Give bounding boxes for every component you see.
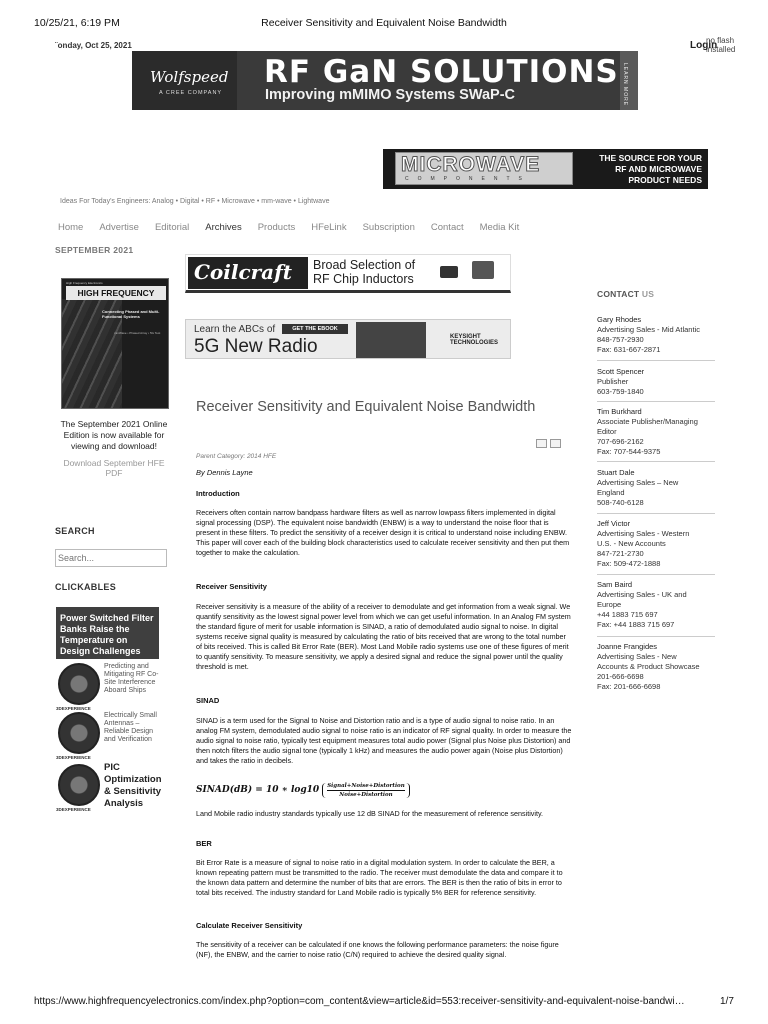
- contact-jeff-victor: Jeff Victor Advertising Sales - Western U.S. - New Accounts 847-721-2730 Fax: 509-472-1888: [597, 519, 715, 569]
- contact-divider: [597, 513, 715, 514]
- keysight-5g-title: 5G New Radio: [194, 336, 318, 357]
- nav-hfelink[interactable]: HFeLink: [311, 222, 347, 233]
- coilcraft-logo: Coilcraft: [188, 257, 308, 289]
- ad-brand: 3DEXPERIENCE: [56, 807, 91, 812]
- contact-joanne-frangides: Joanne Frangides Advertising Sales - New Accounts & Product Showcase 201-666-6698 Fax: 201-666-6698: [597, 642, 715, 692]
- power-filter-banks-ad[interactable]: [56, 607, 159, 659]
- nav-media-kit[interactable]: Media Kit: [479, 222, 520, 233]
- contact-name[interactable]: Scott Spencer: [597, 367, 645, 376]
- contact-name[interactable]: Jeff Victor: [597, 519, 631, 528]
- contact-us-heading: CONTACT US: [597, 289, 655, 299]
- get-ebook-button[interactable]: GET THE EBOOK: [282, 324, 348, 334]
- contact-stuart-dale: Stuart Dale Advertising Sales – New England 508-740-6128: [597, 468, 715, 508]
- contact-sam-baird: Sam Baird Advertising Sales - UK and Europe +44 1883 715 697 Fax: +44 1883 715 697: [597, 580, 715, 630]
- heading-calculate-sensitivity: Calculate Receiver Sensitivity: [196, 921, 303, 930]
- small-antennas-ad[interactable]: [56, 710, 166, 760]
- paragraph-sinad-standard: Land Mobile radio industry standards typically use 12 dB SINAD for the measurement of reference sensitivity.: [196, 809, 544, 818]
- article-tools: [536, 435, 564, 445]
- coilcraft-banner-ad[interactable]: [185, 254, 511, 293]
- download-pdf-link[interactable]: Download September HFE PDF: [63, 458, 165, 478]
- main-nav: [58, 222, 535, 234]
- 3d-badge-icon: [58, 663, 100, 705]
- contact-divider: [597, 360, 715, 361]
- chip-inductor-icon: [440, 266, 458, 278]
- microwave-logo-sub: COMPONENTS: [405, 176, 531, 182]
- search-heading: SEARCH: [55, 526, 95, 536]
- heading-introduction: Introduction: [196, 489, 240, 498]
- wolfspeed-banner-ad[interactable]: [132, 51, 638, 110]
- sinad-formula: [196, 779, 410, 801]
- wolfspeed-logo: [132, 51, 237, 110]
- contact-name[interactable]: Sam Baird: [597, 580, 633, 589]
- nav-archives[interactable]: Archives: [205, 222, 242, 233]
- heading-sinad: SINAD: [196, 696, 220, 705]
- print-icon[interactable]: [536, 439, 547, 448]
- nav-contact[interactable]: Contact: [430, 222, 464, 233]
- paragraph-introduction: Receivers often contain narrow bandpass hardware filters as well as narrow lowpass filters implemented in digital signal processing (DSP). The equivalent noise bandwidth (ENBW) is a way to understand the noise floor that is present in these filters. To predict the sensitivity of a receiver design it is critical to understand noise including ENBW. This paper will cover each of the building block characteristics used to calculate receiver sensitivity and then put them together to make the calculation.: [196, 508, 570, 557]
- banner-headline: RF GaN SOLUTIONS: [264, 54, 619, 90]
- ad-text: Electrically Small Antennas – Reliable Design and Verification: [104, 712, 157, 743]
- 3d-badge-icon: [58, 712, 100, 754]
- paragraph-ber: Bit Error Rate is a measure of signal to noise ratio in a digital modulation system. In order to calculate the BER, a known repeating pattern must be transmitted to the radio. The receiver must demodulate the data and compare it to the known data pattern and determine the number of bits that are errors. The BER is then the ratio of bits in error to total bits received. The industry standard for Land Mobile radio is typically 5% BER for reference sensitivity.: [196, 858, 563, 897]
- nav-products[interactable]: Products: [257, 222, 296, 233]
- current-date: ¨onday, Oct 25, 2021: [55, 41, 132, 50]
- keysight-5g-banner-ad[interactable]: [185, 319, 511, 359]
- power-ad-text: Power Switched Filter Banks Raise the Temperature on Design Challenges: [60, 613, 154, 656]
- wolfspeed-brand: Wolfspeed: [150, 68, 229, 86]
- heading-ber: BER: [196, 839, 212, 848]
- print-page-number: 1/7: [720, 996, 734, 1007]
- ad-brand: 3DEXPERIENCE: [56, 755, 91, 760]
- no-flash-notice: no flash installed: [706, 36, 736, 54]
- paragraph-sinad: SINAD is a term used for the Signal to Noise and Distortion ratio and is a type of audio signal to noise ratio. In an analog FM system, demodulated audio signal to noise ratio is an indicator of RF signal quality. In order to measure the audio signal to noise ratio, typically test equipment measures total audio power (Signal plus Noise plus Distortion) and then notch filters the audio signal tone (typically 1 kHz) and measures the audio power again (Noise plus Distortion) and takes the ratio in decibels.: [196, 716, 572, 765]
- article-category: Parent Category: 2014 HFE: [196, 453, 277, 460]
- contact-name[interactable]: Stuart Dale: [597, 468, 635, 477]
- keysight-logo: KEYSIGHT TECHNOLOGIES: [450, 334, 499, 346]
- site-tagline: Ideas For Today's Engineers: Analog • Digital • RF • Microwave • mm-wave • Lightwave: [60, 198, 330, 205]
- print-url: https://www.highfrequencyelectronics.com/index.php?option=com_content&view=article&id=553:receiver-sensitivity-and-equivalent-noise-bandwi…: [34, 996, 685, 1007]
- microwave-tagline: THE SOURCE FOR YOUR RF AND MICROWAVE PRODUCT NEEDS: [599, 153, 702, 185]
- issue-heading: SEPTEMBER 2021: [55, 245, 134, 255]
- email-icon[interactable]: [550, 439, 561, 448]
- contact-divider: [597, 461, 715, 462]
- contact-name[interactable]: Tim Burkhard: [597, 407, 642, 416]
- ebook-cover-image: [356, 322, 426, 358]
- search-input[interactable]: [55, 549, 167, 567]
- coilcraft-text: Broad Selection of RF Chip Inductors: [313, 258, 416, 286]
- banner-subline: Improving mMIMO Systems SWaP-C: [265, 87, 516, 103]
- learn-more-label: LEARN MORE: [622, 63, 628, 107]
- wolfspeed-brand-sub: A CREE COMPANY: [159, 90, 223, 96]
- contact-tim-burkhard: Tim Burkhard Associate Publisher/Managing Editor 707-696-2162 Fax: 707-544-9375: [597, 407, 715, 457]
- formula-denominator: Noise+Distortion: [339, 791, 393, 798]
- contact-divider: [597, 636, 715, 637]
- 3d-badge-icon: [58, 764, 100, 806]
- formula-fraction: [322, 783, 410, 798]
- contact-gary-rhodes: Gary Rhodes Advertising Sales - Mid Atlantic 848-757-2930 Fax: 631-667-2871: [597, 315, 715, 355]
- ad-text: PIC Optimization & Sensitivity Analysis: [104, 762, 162, 809]
- contact-scott-spencer: Scott Spencer Publisher 603-759-1840: [597, 367, 715, 397]
- contact-divider: [597, 574, 715, 575]
- nav-editorial[interactable]: Editorial: [154, 222, 190, 233]
- cover-lines: mmWave • Phased Array • 5G Test: [114, 331, 161, 335]
- heading-receiver-sensitivity: Receiver Sensitivity: [196, 582, 267, 591]
- microwave-logo-text: MICROWAVE: [401, 153, 541, 176]
- microwave-components-banner-ad[interactable]: [383, 149, 708, 189]
- cover-top-strip: High Frequency Electronics: [66, 281, 103, 285]
- co-site-interference-ad[interactable]: [56, 661, 166, 711]
- article-byline: By Dennis Layne: [196, 468, 253, 477]
- contact-divider: [597, 401, 715, 402]
- print-datetime: 10/25/21, 6:19 PM: [34, 17, 120, 29]
- nav-home[interactable]: Home: [58, 222, 84, 233]
- chip-inductor-icon: [472, 261, 494, 279]
- article-title: Receiver Sensitivity and Equivalent Noise Bandwidth: [196, 399, 536, 415]
- contact-name[interactable]: Joanne Frangides: [597, 642, 658, 651]
- paragraph-receiver-sensitivity: Receiver sensitivity is a measure of the ability of a receiver to demodulate and get information from a weak signal. We quantify sensitivity as the lowest signal power level from which we can get useful information. In an Analog FM system the standard figure of merit for usable information is SINAD, a ratio of demodulated audio signal to noise. In digital systems receive signal quality is measured by calculating the ratio of bits received that are wrong to the total number of bits received. This is called Bit Error Rate (BER). Most Land Mobile radio systems use one of these figures of merit to quantify sensitivity. To measure sensitivity, we apply a desired signal and reduce the signal power until the quality threshold is met.: [196, 602, 571, 671]
- keysight-learn-text: Learn the ABCs of: [194, 324, 276, 335]
- cover-masthead: HIGH FREQUENCY: [66, 286, 166, 300]
- magazine-caption: The September 2021 Online Edition is now available for viewing and download!: [60, 419, 168, 451]
- paragraph-calculate-sensitivity: The sensitivity of a receiver can be calculated if one knows the following performance parameters: the noise figure (NF), the ENBW, and the carrier to noise ratio (C/N) required to achieve the desired quality signal.: [196, 940, 559, 959]
- nav-advertise[interactable]: Advertise: [99, 222, 139, 233]
- contact-name[interactable]: Gary Rhodes: [597, 315, 642, 324]
- pic-optimization-ad[interactable]: [56, 762, 166, 812]
- ad-brand: 3DEXPERIENCE: [56, 706, 91, 711]
- login-link[interactable]: Login: [690, 40, 718, 51]
- ad-text: Predicting and Mitigating RF Co-Site Interference Aboard Ships: [104, 663, 159, 694]
- formula-numerator: Signal+Noise+Distortion: [327, 782, 405, 789]
- clickables-heading: CLICKABLES: [55, 582, 116, 592]
- print-document-title: Receiver Sensitivity and Equivalent Noise Bandwidth: [261, 17, 507, 29]
- cover-headline: Connecting Phased and Multi-Functional Systems: [102, 309, 160, 319]
- nav-subscription[interactable]: Subscription: [362, 222, 415, 233]
- learn-more-tab[interactable]: [620, 51, 638, 110]
- magazine-cover-image[interactable]: [61, 278, 169, 409]
- formula-lhs: SINAD(dB) = 10 ∗ log10: [196, 785, 320, 795]
